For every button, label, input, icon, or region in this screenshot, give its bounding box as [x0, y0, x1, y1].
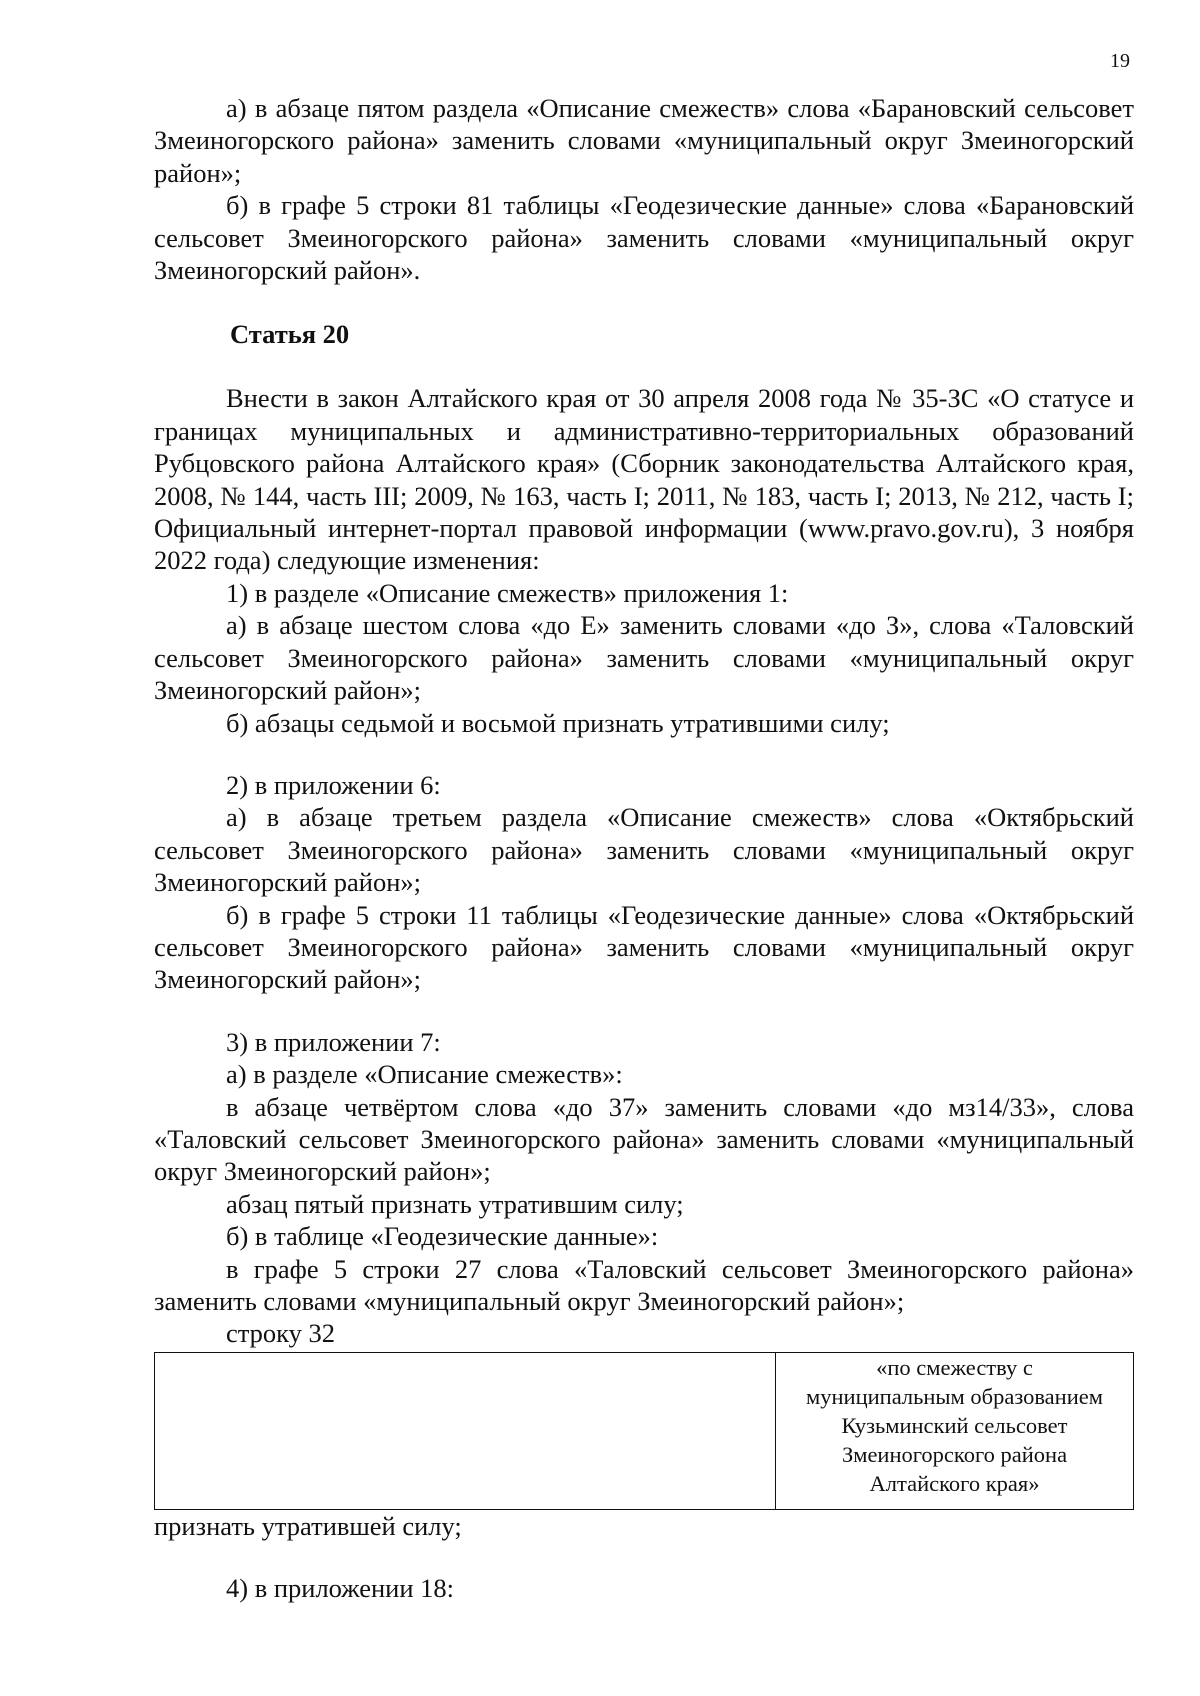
- table-cell-line: Алтайского края»: [869, 1470, 1040, 1496]
- item-3-b1: в графе 5 строки 27 слова «Таловский сельсовет Змеиногорского района» заменить словами «муниципальный округ Змеиногорский район»;: [154, 1253, 1134, 1316]
- item-3-a: а) в разделе «Описание смежеств»:: [226, 1059, 623, 1090]
- item-1-head: 1) в разделе «Описание смежеств» приложения 1:: [226, 577, 789, 608]
- after-table-text: признать утратившей силу;: [154, 1510, 462, 1541]
- table-cell-line: муниципальным образованием: [806, 1383, 1103, 1409]
- table-cell-line: Кузьминский сельсовет: [841, 1412, 1068, 1438]
- item-3-head: 3) в приложении 7:: [226, 1026, 441, 1057]
- table-cell-line: «по смежеству с: [876, 1354, 1033, 1380]
- item-4-head: 4) в приложении 18:: [226, 1573, 455, 1604]
- table-cell-empty: [155, 1352, 776, 1509]
- table-cell-line: Змеиногорского района: [841, 1441, 1068, 1467]
- intro-paragraph: Внести в закон Алтайского края от 30 апреля 2008 года № 35-ЗС «О статусе и границах муниципальных и административно-территориальных образований Рубцовского района Алтайского края» (Сборник законодательства Алтайского края, 2008, № 144, часть III; 2009, № 163, часть I; 2011, № 183, часть I; 2013, № 212, часть I; Официальный интернет-портал правовой информации (www.pravo.gov.ru), 3 ноября 2022 года) следующие изменения:: [154, 383, 1134, 576]
- item-2-a: а) в абзаце третьем раздела «Описание смежеств» слова «Октябрьский сельсовет Змеиногорского района» заменить словами «муниципальный округ Змеиногорский район»;: [154, 802, 1134, 898]
- row-table: [154, 1352, 1134, 1510]
- item-2-b: б) в графе 5 строки 11 таблицы «Геодезические данные» слова «Октябрьский сельсовет Змеиногорского района» заменить словами «муниципальный округ Змеиногорский район»;: [154, 899, 1134, 995]
- item-1-a: а) в абзаце шестом слова «до Е» заменить словами «до З», слова «Таловский сельсовет Змеиногорского района» заменить словами «муниципальный округ Змеиногорский район»;: [154, 610, 1134, 706]
- item-1-b: б) абзацы седьмой и восьмой признать утратившими силу;: [226, 707, 890, 738]
- document-body: [154, 92, 1134, 1605]
- item-3-b2: строку 32: [226, 1318, 336, 1349]
- article-heading: Статья 20: [230, 319, 350, 350]
- item-3-b: б) в таблице «Геодезические данные»:: [226, 1221, 659, 1252]
- page-number: 19: [1110, 50, 1130, 72]
- item-3-a1: в абзаце четвёртом слова «до 37» заменить словами «до мз14/33», слова «Таловский сельсовет Змеиногорского района» заменить словами «муниципальный округ Змеиногорский район»;: [154, 1091, 1134, 1187]
- table-cell-text: [776, 1352, 1134, 1509]
- item-2-head: 2) в приложении 6:: [226, 769, 441, 800]
- paragraph: а) в абзаце пятом раздела «Описание смежеств» слова «Барановский сельсовет Змеиногорского района» заменить словами «муниципальный округ Змеиногорский район»;: [154, 93, 1134, 188]
- item-3-a2: абзац пятый признать утратившим силу;: [226, 1188, 684, 1219]
- paragraph: б) в графе 5 строки 81 таблицы «Геодезические данные» слова «Барановский сельсовет Змеиногорского района» заменить словами «муниципальный округ Змеиногорский район».: [154, 190, 1134, 286]
